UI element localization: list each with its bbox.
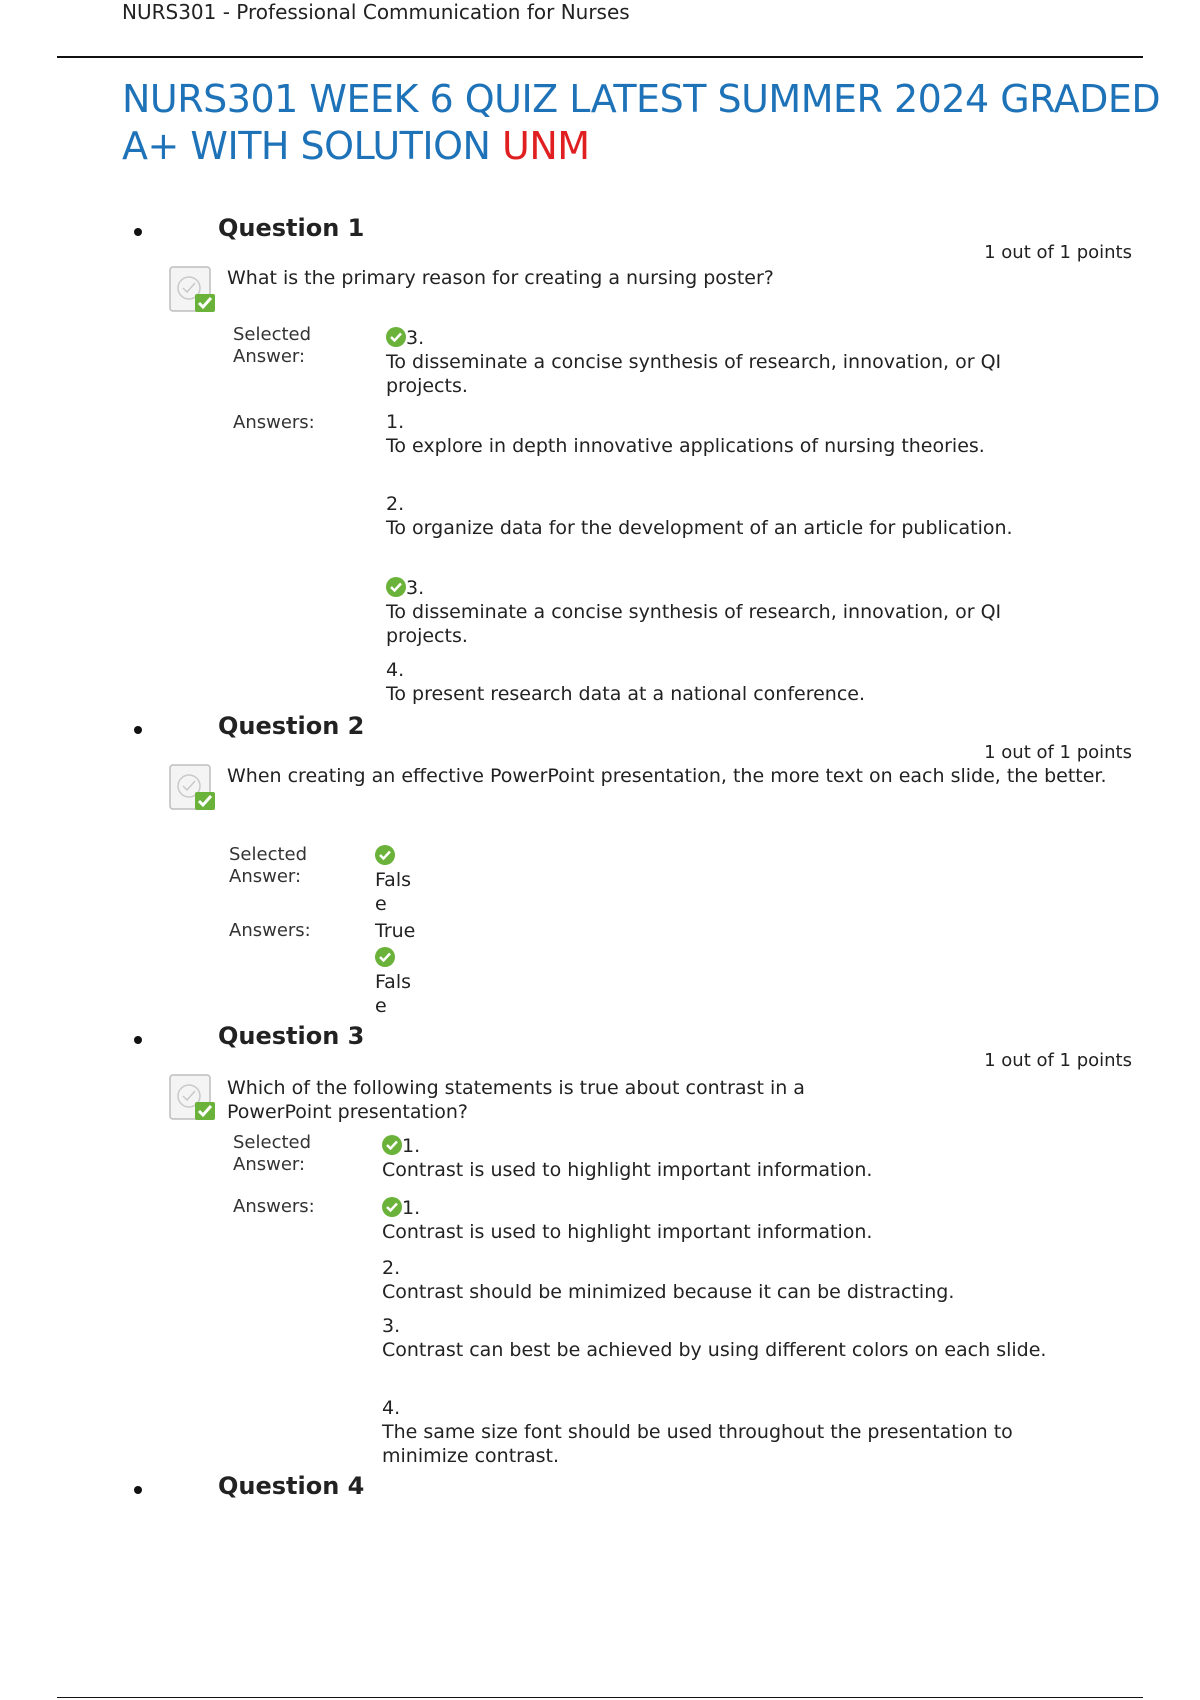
answer-text: False [375, 971, 412, 1017]
selected-answer-label: Selected Answer: [233, 324, 312, 367]
answer-option-2 [382, 1256, 1082, 1304]
answer-option-2 [386, 492, 1046, 540]
answer-number: 4. [382, 1397, 401, 1419]
selected-answer-label: Selected Answer: [229, 844, 308, 887]
answer-number: 3. [406, 327, 425, 349]
bullet [134, 1486, 142, 1494]
answers-label: Answers: [233, 412, 315, 433]
question-label: Question 4 [218, 1472, 365, 1500]
header-divider [57, 56, 1143, 58]
answer-number: 3. [382, 1315, 401, 1337]
question-label: Question 3 [218, 1022, 365, 1050]
correct-check-icon [375, 845, 395, 865]
course-header: NURS301 - Professional Communication for Nurses [122, 0, 630, 24]
correct-check-icon [386, 577, 406, 597]
answer-text: False [375, 869, 412, 915]
answer-text: Contrast is used to highlight important information. [382, 1159, 873, 1181]
bullet [134, 228, 142, 236]
answer-number: 1. [386, 411, 405, 433]
selected-answer [386, 326, 1046, 398]
correct-check-icon [382, 1135, 402, 1155]
points-badge: 1 out of 1 points [984, 242, 1132, 263]
answer-option-false [375, 946, 415, 1018]
answer-number: 1. [402, 1197, 421, 1219]
graded-correct-icon [169, 266, 217, 314]
answer-number: 3. [406, 577, 425, 599]
answer-option-true [375, 919, 435, 943]
correct-check-icon [375, 947, 395, 967]
answer-text: To present research data at a national conference. [386, 683, 866, 705]
answer-number: 2. [386, 493, 405, 515]
correct-check-icon [382, 1197, 402, 1217]
graded-correct-icon [169, 1074, 217, 1122]
answer-text: True [375, 920, 416, 942]
title-accent: UNM [502, 124, 590, 168]
answer-option-3 [386, 576, 1046, 648]
answer-number: 2. [382, 1257, 401, 1279]
answer-text: Contrast is used to highlight important information. [382, 1221, 873, 1243]
question-text: Which of the following statements is true about contrast in a PowerPoint presentation? [227, 1077, 805, 1123]
graded-correct-icon [169, 764, 217, 812]
answers-label: Answers: [233, 1196, 315, 1217]
selected-answer [382, 1134, 1082, 1182]
bullet [134, 726, 142, 734]
points-badge: 1 out of 1 points [984, 742, 1132, 763]
answer-option-3 [382, 1314, 1062, 1362]
answer-text: Contrast should be minimized because it can be distracting. [382, 1281, 955, 1303]
answers-label: Answers: [229, 920, 311, 941]
bullet [134, 1036, 142, 1044]
answer-text: To organize data for the development of an article for publication. [386, 517, 1013, 539]
answer-text: To disseminate a concise synthesis of research, innovation, or QI projects. [386, 351, 1002, 397]
title-main: NURS301 WEEK 6 QUIZ LATEST SUMMER 2024 GRADED A+ WITH SOLUTION [122, 77, 1161, 168]
footer-divider [57, 1697, 1143, 1698]
selected-answer [375, 844, 415, 916]
answer-text: To explore in depth innovative applications of nursing theories. [386, 435, 985, 457]
answer-text: The same size font should be used throughout the presentation to minimize contrast. [382, 1421, 1013, 1467]
document-title [122, 76, 1162, 170]
answer-option-1 [382, 1196, 1082, 1244]
answer-text: To disseminate a concise synthesis of research, innovation, or QI projects. [386, 601, 1002, 647]
question-label: Question 2 [218, 712, 365, 740]
answer-option-4 [382, 1396, 1082, 1468]
answer-number: 1. [402, 1135, 421, 1157]
correct-check-icon [386, 327, 406, 347]
question-text: When creating an effective PowerPoint presentation, the more text on each slide, the better. [227, 765, 1107, 787]
answer-option-4 [386, 658, 1046, 706]
question-label: Question 1 [218, 214, 365, 242]
answer-text: Contrast can best be achieved by using different colors on each slide. [382, 1339, 1047, 1361]
question-text: What is the primary reason for creating a nursing poster? [227, 267, 774, 289]
answer-number: 4. [386, 659, 405, 681]
answer-option-1 [386, 410, 1046, 458]
selected-answer-label: Selected Answer: [233, 1132, 312, 1175]
points-badge: 1 out of 1 points [984, 1050, 1132, 1071]
